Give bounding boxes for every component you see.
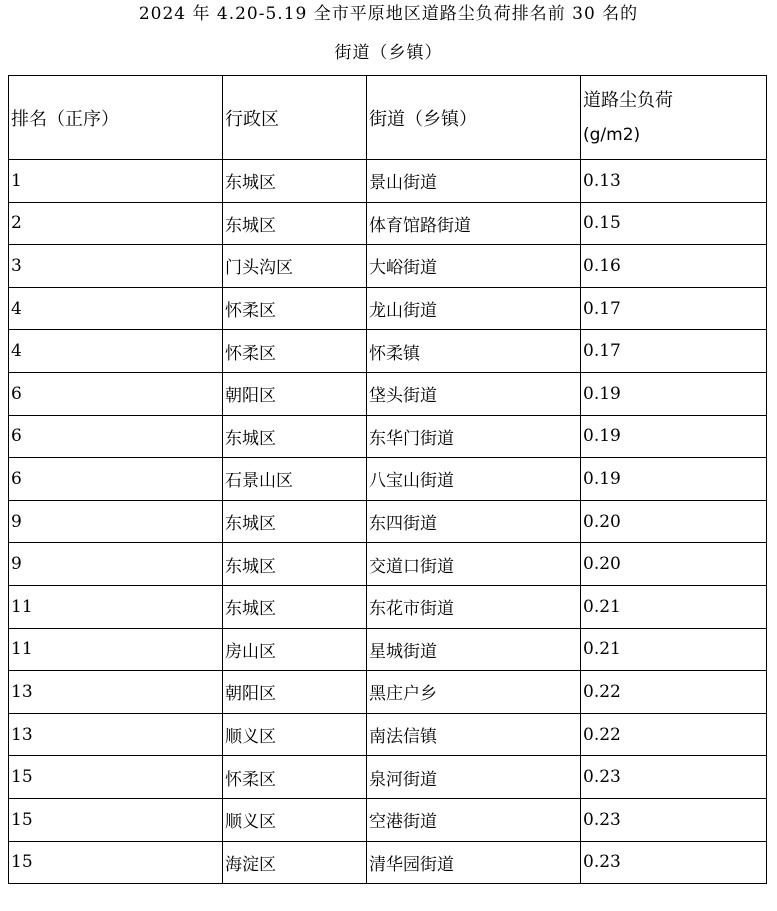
cell-dust-load: 0.23 <box>581 798 767 841</box>
cell-street: 东花市街道 <box>367 585 581 628</box>
cell-street: 星城街道 <box>367 628 581 671</box>
cell-rank: 6 <box>9 372 223 415</box>
cell-rank: 15 <box>9 841 223 884</box>
header-dust-load <box>581 76 767 160</box>
cell-dust-load: 0.15 <box>581 202 767 245</box>
table-row <box>9 287 767 330</box>
table-row <box>9 500 767 543</box>
cell-district: 房山区 <box>223 628 367 671</box>
cell-street: 黑庄户乡 <box>367 671 581 714</box>
cell-street: 清华园街道 <box>367 841 581 884</box>
dust-load-ranking-table <box>8 75 767 884</box>
cell-street: 八宝山街道 <box>367 458 581 501</box>
cell-dust-load: 0.22 <box>581 713 767 756</box>
cell-rank: 15 <box>9 756 223 799</box>
cell-dust-load: 0.22 <box>581 671 767 714</box>
cell-district: 怀柔区 <box>223 330 367 373</box>
cell-rank: 13 <box>9 671 223 714</box>
cell-street: 景山街道 <box>367 160 581 203</box>
cell-rank: 1 <box>9 160 223 203</box>
document-title-line-2: 街道（乡镇） <box>334 43 443 63</box>
cell-dust-load: 0.20 <box>581 500 767 543</box>
cell-district: 海淀区 <box>223 841 367 884</box>
cell-rank: 9 <box>9 543 223 586</box>
cell-dust-load: 0.13 <box>581 160 767 203</box>
cell-street: 垡头街道 <box>367 372 581 415</box>
cell-district: 顺义区 <box>223 798 367 841</box>
cell-dust-load: 0.23 <box>581 841 767 884</box>
cell-rank: 3 <box>9 245 223 288</box>
table-row <box>9 713 767 756</box>
cell-rank: 6 <box>9 415 223 458</box>
header-district: 行政区 <box>223 76 367 160</box>
cell-district: 东城区 <box>223 585 367 628</box>
cell-rank: 4 <box>9 330 223 373</box>
cell-rank: 2 <box>9 202 223 245</box>
header-dust-load-label: 道路尘负荷 <box>583 89 673 111</box>
table-row <box>9 798 767 841</box>
table-row <box>9 245 767 288</box>
cell-district: 怀柔区 <box>223 756 367 799</box>
cell-dust-load: 0.17 <box>581 287 767 330</box>
cell-street: 空港街道 <box>367 798 581 841</box>
cell-street: 龙山街道 <box>367 287 581 330</box>
header-street: 街道（乡镇） <box>367 76 581 160</box>
cell-rank: 11 <box>9 585 223 628</box>
cell-dust-load: 0.21 <box>581 585 767 628</box>
cell-district: 东城区 <box>223 202 367 245</box>
cell-district: 朝阳区 <box>223 671 367 714</box>
header-rank: 排名（正序） <box>9 76 223 160</box>
cell-district: 石景山区 <box>223 458 367 501</box>
cell-dust-load: 0.16 <box>581 245 767 288</box>
cell-street: 交道口街道 <box>367 543 581 586</box>
table-row <box>9 543 767 586</box>
cell-rank: 11 <box>9 628 223 671</box>
cell-district: 怀柔区 <box>223 287 367 330</box>
table-row <box>9 160 767 203</box>
table-row <box>9 671 767 714</box>
table-row <box>9 756 767 799</box>
cell-district: 朝阳区 <box>223 372 367 415</box>
cell-district: 东城区 <box>223 415 367 458</box>
table-row <box>9 372 767 415</box>
cell-rank: 13 <box>9 713 223 756</box>
table-body <box>9 160 767 884</box>
cell-dust-load: 0.17 <box>581 330 767 373</box>
cell-street: 东四街道 <box>367 500 581 543</box>
cell-dust-load: 0.21 <box>581 628 767 671</box>
cell-rank: 4 <box>9 287 223 330</box>
table-row <box>9 585 767 628</box>
table-row <box>9 841 767 884</box>
cell-district: 东城区 <box>223 160 367 203</box>
cell-street: 怀柔镇 <box>367 330 581 373</box>
cell-street: 东华门街道 <box>367 415 581 458</box>
cell-district: 东城区 <box>223 543 367 586</box>
cell-dust-load: 0.19 <box>581 415 767 458</box>
cell-street: 南法信镇 <box>367 713 581 756</box>
cell-dust-load: 0.19 <box>581 458 767 501</box>
document-title-line-1: 2024 年 4.20-5.19 全市平原地区道路尘负荷排名前 30 名的 <box>138 4 639 24</box>
cell-rank: 9 <box>9 500 223 543</box>
cell-street: 体育馆路街道 <box>367 202 581 245</box>
cell-district: 门头沟区 <box>223 245 367 288</box>
table-row <box>9 458 767 501</box>
header-dust-load-unit: (g/m2) <box>583 124 641 145</box>
cell-street: 大峪街道 <box>367 245 581 288</box>
cell-street: 泉河街道 <box>367 756 581 799</box>
cell-rank: 6 <box>9 458 223 501</box>
cell-rank: 15 <box>9 798 223 841</box>
table-row <box>9 202 767 245</box>
cell-dust-load: 0.23 <box>581 756 767 799</box>
cell-district: 东城区 <box>223 500 367 543</box>
cell-district: 顺义区 <box>223 713 367 756</box>
cell-dust-load: 0.19 <box>581 372 767 415</box>
table-row <box>9 628 767 671</box>
table-row <box>9 330 767 373</box>
cell-dust-load: 0.20 <box>581 543 767 586</box>
table-header-row <box>9 76 767 160</box>
table-row <box>9 415 767 458</box>
